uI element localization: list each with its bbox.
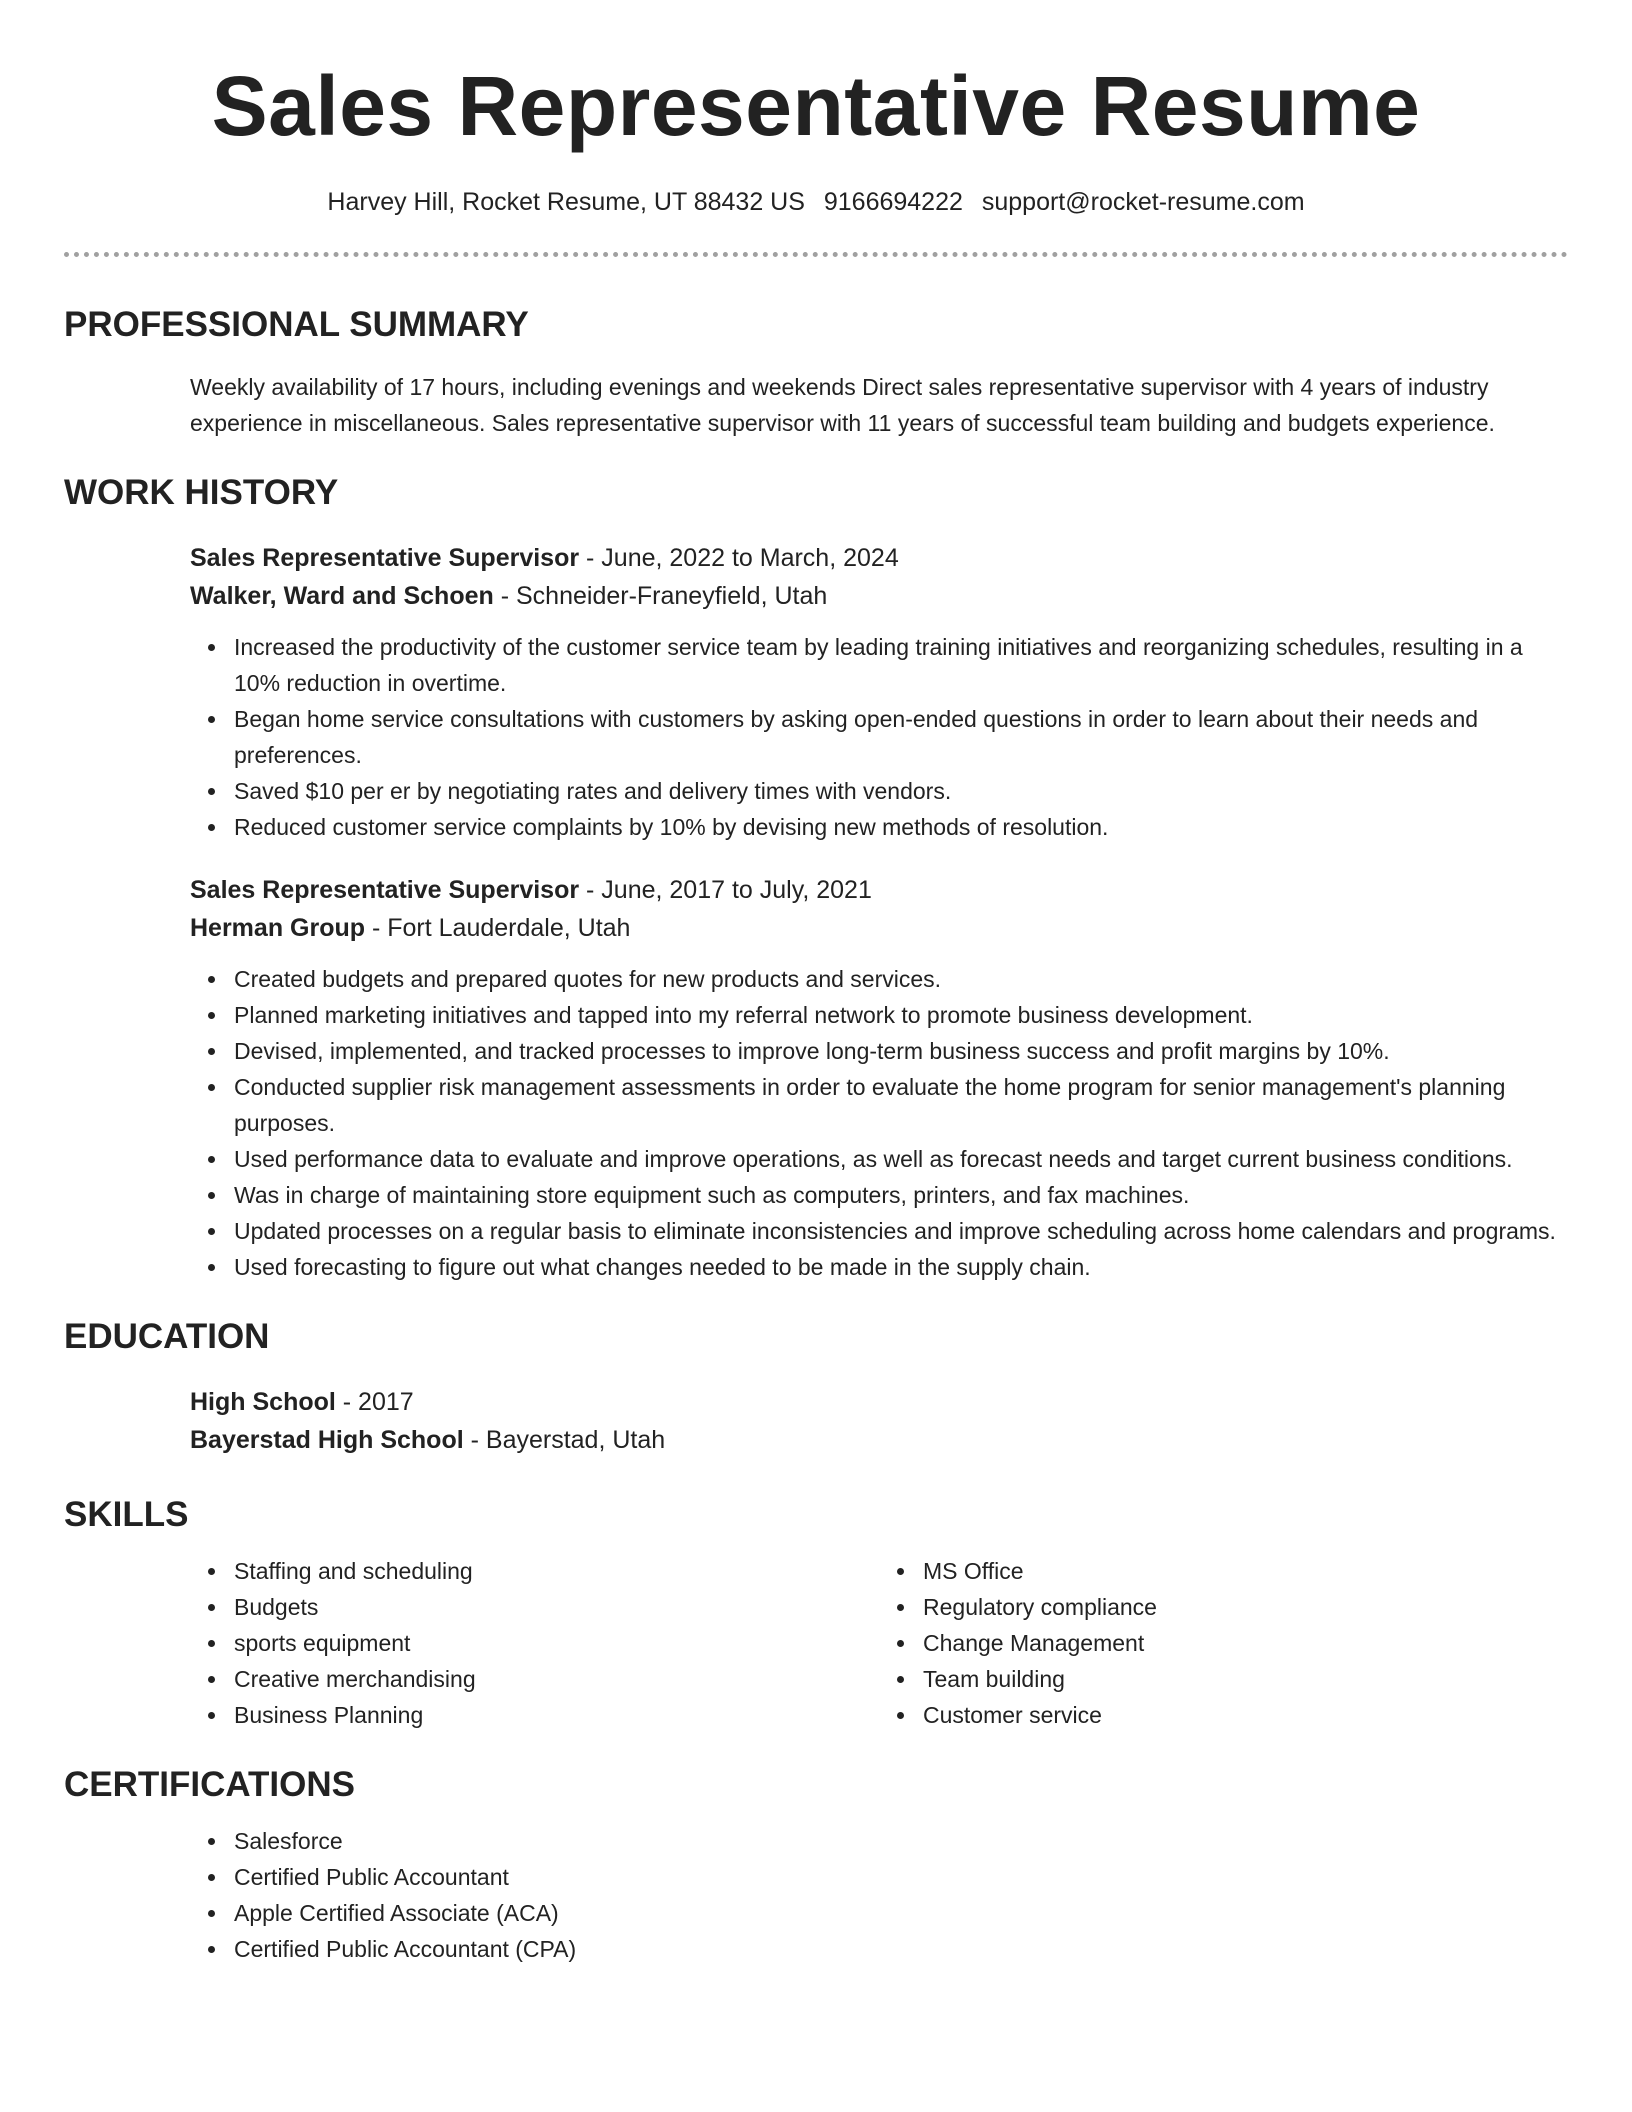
certifications-list [190,1823,1568,1967]
education-year: - 2017 [335,1388,414,1416]
job-bullets [190,629,1568,845]
list-item: Created budgets and prepared quotes for new products and services. [234,961,1568,997]
education-school: Bayerstad High School [190,1426,464,1454]
list-item: MS Office [923,1553,1568,1589]
list-item: Certified Public Accountant [234,1859,1568,1895]
education-degree: High School [190,1388,336,1416]
list-item: Was in charge of maintaining store equipment such as computers, printers, and fax machines. [234,1177,1568,1213]
job-company: Walker, Ward and Schoen [190,582,494,610]
list-item: Conducted supplier risk management assessments in order to evaluate the home program for senior management's planning purposes. [234,1069,1568,1141]
skills-right-list [879,1553,1568,1733]
list-item: Team building [923,1661,1568,1697]
job-entry [190,539,1568,845]
list-item: Change Management [923,1625,1568,1661]
contact-phone: 9166694222 [823,188,963,216]
certifications-heading: CERTIFICATIONS [64,1765,356,1804]
list-item: Planned marketing initiatives and tapped into my referral network to promote business development. [234,997,1568,1033]
education-entry [190,1383,1568,1459]
job-dates: - June, 2022 to March, 2024 [579,544,899,572]
list-item: Budgets [234,1589,879,1625]
header-divider [64,252,1568,257]
list-item: Updated processes on a regular basis to eliminate inconsistencies and improve scheduling across home calendars and programs. [234,1213,1568,1249]
job-entry [190,871,1568,1285]
list-item: sports equipment [234,1625,879,1661]
skills-left-list [190,1553,879,1733]
job-title-line [190,539,1568,577]
job-dates: - June, 2017 to July, 2021 [579,876,872,904]
list-item: Certified Public Accountant (CPA) [234,1931,1568,1967]
list-item: Apple Certified Associate (ACA) [234,1895,1568,1931]
education-school-line [190,1421,1568,1459]
list-item: Customer service [923,1697,1568,1733]
job-title-line [190,871,1568,909]
list-item: Saved $10 per er by negotiating rates and delivery times with vendors. [234,773,1568,809]
skills-heading: SKILLS [64,1495,189,1534]
job-company-line [190,909,1568,947]
job-company-line [190,577,1568,615]
skills-columns [190,1553,1568,1733]
list-item: Reduced customer service complaints by 10% by devising new methods of resolution. [234,809,1568,845]
resume-title: Sales Representative Resume [211,59,1421,153]
list-item: Salesforce [234,1823,1568,1859]
contact-address: Harvey Hill, Rocket Resume, UT 88432 US [327,188,805,216]
list-item: Devised, implemented, and tracked processes to improve long-term business success and profit margins by 10%. [234,1033,1568,1069]
list-item: Regulatory compliance [923,1589,1568,1625]
list-item: Business Planning [234,1697,879,1733]
job-title: Sales Representative Supervisor [190,544,580,572]
job-title: Sales Representative Supervisor [190,876,580,904]
contact-line [64,186,1568,218]
list-item: Used forecasting to figure out what changes needed to be made in the supply chain. [234,1249,1568,1285]
education-degree-line [190,1383,1568,1421]
job-location: - Schneider-Franeyfield, Utah [493,582,828,610]
job-location: - Fort Lauderdale, Utah [365,914,631,942]
job-bullets [190,961,1568,1285]
list-item: Creative merchandising [234,1661,879,1697]
education-heading: EDUCATION [64,1317,270,1356]
job-company: Herman Group [190,914,366,942]
summary-heading: PROFESSIONAL SUMMARY [64,305,529,344]
contact-email: support@rocket-resume.com [981,188,1305,216]
list-item: Staffing and scheduling [234,1553,879,1589]
list-item: Increased the productivity of the customer service team by leading training initiatives and reorganizing schedules, resulting in a 10% reduction in overtime. [234,629,1568,701]
list-item: Began home service consultations with customers by asking open-ended questions in order to learn about their needs and preferences. [234,701,1568,773]
education-location: - Bayerstad, Utah [463,1426,666,1454]
list-item: Used performance data to evaluate and improve operations, as well as forecast needs and target current business conditions. [234,1141,1568,1177]
certifications-list-wrap [190,1823,1568,1967]
summary-text: Weekly availability of 17 hours, including evenings and weekends Direct sales representative supervisor with 4 years of industry experience in miscellaneous. Sales representative supervisor with 11 years of successful team building and budgets experience. [190,374,1495,436]
work-history-heading: WORK HISTORY [64,473,339,512]
